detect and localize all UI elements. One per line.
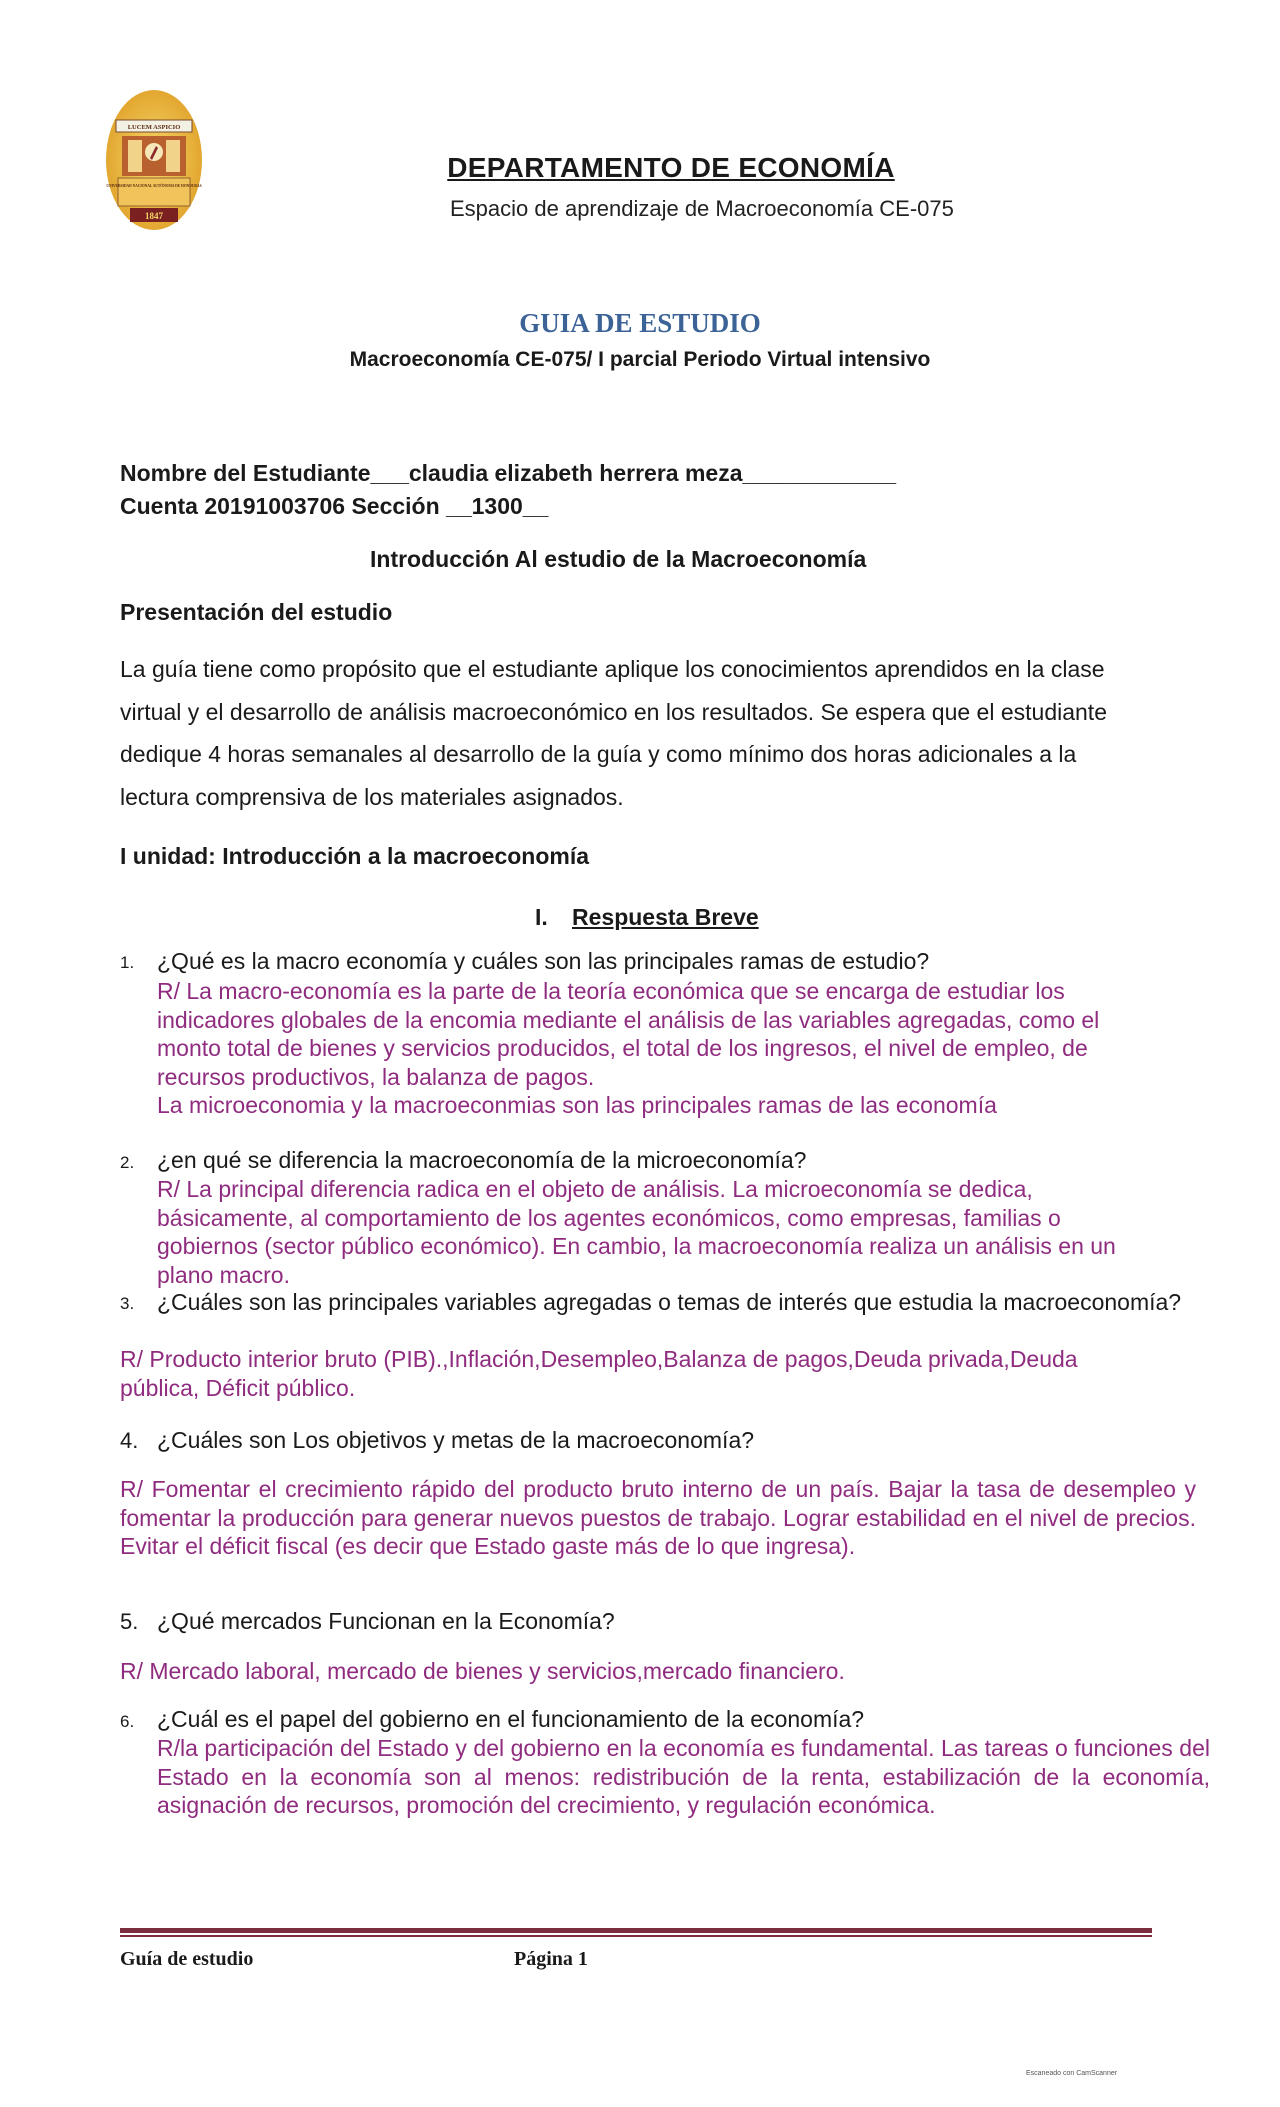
unit-title: I unidad: Introducción a la macroeconomía	[120, 843, 590, 869]
footer-rule-thin	[120, 1935, 1152, 1937]
presentation-heading: Presentación del estudio	[120, 599, 393, 625]
question-number: 4.	[120, 1428, 139, 1453]
student-name-line: Nombre del Estudiante___claudia elizabeth herrera meza____________	[120, 460, 897, 486]
question-number: 1.	[120, 953, 135, 972]
question-text: ¿Cuáles son Los objetivos y metas de la macroeconomía?	[157, 1427, 755, 1453]
footer-page-number: Página 1	[514, 1948, 588, 1970]
footer-guide-label: Guía de estudio	[120, 1948, 254, 1970]
answer-text: La microeconomia y la macroeconmias son las principales ramas de las economía	[157, 1092, 997, 1118]
logo-caption: UNIVERSIDAD NACIONAL AUTÓNOMA DE HONDURAS	[106, 184, 202, 188]
question-number: 2.	[120, 1153, 135, 1172]
question-text: ¿en qué se diferencia la macroeconomía de la microeconomía?	[157, 1147, 807, 1173]
learning-space-subtitle: Espacio de aprendizaje de Macroeconomía CE-075	[450, 196, 954, 221]
intro-title: Introducción Al estudio de la Macroeconomía	[370, 546, 867, 572]
logo-year: 1847	[145, 211, 163, 221]
presentation-paragraph: La guía tiene como propósito que el estudiante aplique los conocimientos aprendidos en la clase virtual y el desarrollo de análisis macroeconómico en los resultados. Se espera que el estudiante dedique 4 horas semanales al desarrollo de la guía y como mínimo dos horas adicionales a la lectura comprensiva de los materiales asignados.	[120, 656, 1107, 810]
department-title: DEPARTAMENTO DE ECONOMÍA	[447, 152, 895, 183]
answer-text: R/la participación del Estado y del gobierno en la economía es fundamental. Las tareas o funciones del Estado en la economía son al menos: redistribución de la renta, estabilización de la economía, asignación de recursos, promoción del crecimiento, y regulación económica.	[157, 1735, 1210, 1818]
footer-rule	[120, 1928, 1152, 1933]
guide-subtitle: Macroeconomía CE-075/ I parcial Periodo Virtual intensivo	[349, 348, 931, 371]
question-text: ¿Qué mercados Funcionan en la Economía?	[157, 1608, 615, 1634]
question-number: 6.	[120, 1712, 135, 1731]
question-number: 5.	[120, 1609, 139, 1634]
section-number: I.	[535, 904, 548, 930]
question-text: ¿Qué es la macro economía y cuáles son las principales ramas de estudio?	[157, 948, 930, 974]
answer-text: R/ La principal diferencia radica en el objeto de análisis. La microeconomía se dedica, básicamente, al comportamiento de los agentes económicos, como empresas, familias o gobiernos (sector público económico). En cambio, la macroeconomía realiza un análisis en un plano macro.	[157, 1176, 1116, 1288]
scanner-watermark: Escaneado con CamScanner	[1026, 2070, 1118, 2077]
answer-text: R/ Mercado laboral, mercado de bienes y servicios,mercado financiero.	[120, 1658, 845, 1684]
answer-text: R/ Producto interior bruto (PIB).,Inflación,Desempleo,Balanza de pagos,Deuda privada,Deuda pública, Déficit público.	[120, 1346, 1078, 1401]
question-text: ¿Cuáles son las principales variables agregadas o temas de interés que estudia la macroeconomía?	[157, 1289, 1182, 1315]
guide-title: GUIA DE ESTUDIO	[519, 308, 761, 338]
section-title: Respuesta Breve	[572, 904, 759, 930]
logo-motto: LUCEM ASPICIO	[127, 124, 181, 131]
answer-text: R/ Fomentar el crecimiento rápido del producto bruto interno de un país. Bajar la tasa de desempleo y fomentar la producción para generar nuevos puestos de trabajo. Lograr estabilidad en el nivel de precios. Evitar el déficit fiscal (es decir que Estado gaste más de lo que ingresa).	[120, 1476, 1196, 1559]
student-account-line: Cuenta 20191003706 Sección __1300__	[120, 493, 549, 519]
answer-text: R/ La macro-economía es la parte de la teoría económica que se encarga de estudiar los indicadores globales de la encomia mediante el análisis de las variables agregadas, como el monto total de bienes y servicios producidos, el total de los ingresos, el nivel de empleo, de recursos productivos, la balanza de pagos.	[157, 978, 1100, 1090]
question-text: ¿Cuál es el papel del gobierno en el funcionamiento de la economía?	[157, 1706, 865, 1732]
question-number: 3.	[120, 1294, 135, 1313]
